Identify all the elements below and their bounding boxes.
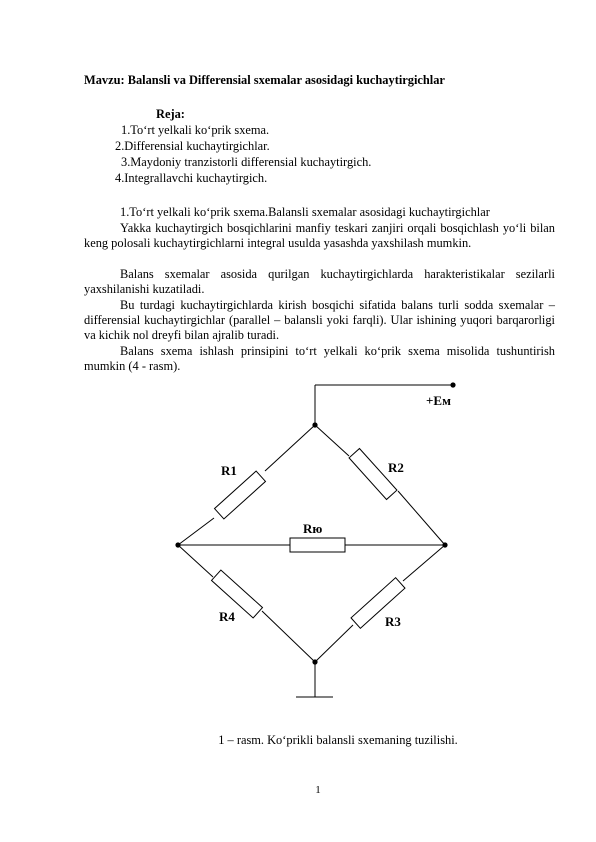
node-left	[175, 542, 180, 547]
paragraph-3: Bu turdagi kuchaytirgichlarda kirish bosqichi sifatida balans turli sodda sxemalar – differensial kuchaytirgichlar (parallel – balansli yoki farqli). Ular ishining yuqori barqarorligi va kichik nol dreyfi bilan ajralib turadi.	[84, 298, 555, 343]
label-r2: R2	[388, 460, 404, 475]
plan-item-4: 4.Integrallavchi kuchaytirgich.	[115, 171, 268, 185]
label-rload: Rю	[303, 521, 323, 536]
paragraph-2: Balans sxemalar asosida qurilgan kuchaytirgichlarda harakteristikalar sezilarli yaxshilanishi kuzatiladi.	[84, 267, 555, 297]
node-top	[312, 422, 317, 427]
plan-item-3: 3.Maydoniy tranzistorli differensial kuchaytirgich.	[121, 155, 372, 169]
page-number-text: 1	[315, 784, 321, 796]
page-number	[0, 784, 596, 796]
document-title: Mavzu: Balansli va Differensial sxemalar asosidagi kuchaytirgichlar	[84, 73, 445, 87]
r3-wire	[403, 545, 445, 581]
paragraph-4: Balans sxema ishlash prinsipini to‘rt yelkali ko‘prik sxema misolida tushuntirish mumkin (4 - rasm).	[84, 344, 555, 374]
label-r1: R1	[221, 463, 237, 478]
figure-caption	[0, 733, 596, 748]
plan-heading: Reja:	[156, 107, 185, 121]
resistor-r1	[215, 471, 266, 519]
node-right	[442, 542, 447, 547]
node-bottom	[312, 659, 317, 664]
r2-wire	[315, 425, 349, 456]
label-supply: +Eм	[426, 393, 451, 408]
figure-caption-text: 1 – rasm. Ko‘prikli balansli sxemaning tuzilishi.	[218, 733, 458, 747]
label-r4: R4	[219, 609, 235, 624]
r4-wire	[178, 545, 213, 577]
supply-terminal	[450, 382, 455, 387]
label-r3: R3	[385, 614, 401, 629]
resistor-rload	[290, 538, 345, 552]
plan-item-1: 1.To‘rt yelkali ko‘prik sxema.	[121, 123, 270, 137]
paragraph-1: Yakka kuchaytirgich bosqichlarini manfiy teskari zanjiri orqali bosqichlash yo‘li bilan keng polosali kuchaytirgichlarni integral usulda yasashda yaxshilash mumkin.	[84, 221, 555, 251]
section-heading: 1.To‘rt yelkali ko‘prik sxema.Balansli sxemalar asosidagi kuchaytirgichlar	[120, 205, 490, 219]
plan-item-2: 2.Differensial kuchaytirgichlar.	[115, 139, 270, 153]
r1-wire	[265, 425, 315, 471]
